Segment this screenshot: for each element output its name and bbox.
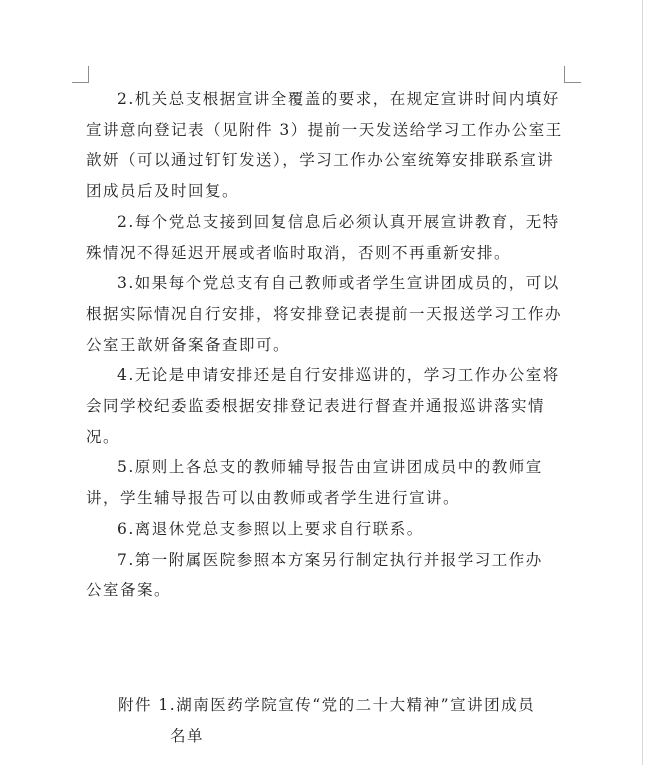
paragraph-5 [86, 452, 576, 513]
paragraph-1 [86, 84, 576, 207]
attachment-line-2: 名单 [170, 727, 205, 745]
text-line: 2.每个党总支接到回复信息后必须认真开展宣讲教育，无特 [117, 212, 560, 231]
paragraph-7 [86, 545, 576, 606]
text-line: 5.原则上各总支的教师辅导报告由宣讲团成员中的教师宣 [117, 458, 543, 477]
text-line: 况。 [86, 427, 121, 446]
attachment-title [118, 690, 558, 752]
text-line: 6.离退休党总支参照以上要求自行联系。 [117, 519, 424, 538]
text-line: 歆妍（可以通过钉钉发送），学习工作办公室统筹安排联系宣讲 [86, 151, 555, 170]
text-line: 公室王歆妍备案备查即可。 [86, 335, 291, 354]
paragraph-6 [86, 514, 576, 545]
text-line: 殊情况不得延迟开展或者临时取消，否则不再重新安排。 [86, 243, 512, 262]
text-line: 讲，学生辅导报告可以由教师或者学生进行宣讲。 [86, 489, 461, 508]
text-line: 4.无论是申请安排还是自行安排巡讲的，学习工作办公室将 [117, 366, 560, 385]
text-line: 团成员后及时回复。 [86, 182, 240, 201]
text-line: 根据实际情况自行安排，将安排登记表提前一天报送学习工作办 [86, 304, 563, 323]
paragraph-2 [86, 207, 576, 268]
page-edge [642, 0, 643, 765]
text-line: 7.第一附属医院参照本方案另行制定执行并报学习工作办 [117, 550, 543, 569]
attachment-line-1: 附件 1.湖南医药学院宣传“党的二十大精神”宣讲团成员 [118, 696, 536, 714]
text-line: 2.机关总支根据宣讲全覆盖的要求，在规定宣讲时间内填好 [117, 90, 560, 108]
document-body [86, 84, 576, 606]
text-line: 3.如果每个党总支有自己教师或者学生宣讲团成员的，可以 [117, 274, 560, 293]
paragraph-3 [86, 268, 576, 360]
margin-corner-top-left [72, 66, 89, 83]
text-line: 公室备案。 [86, 581, 172, 600]
margin-corner-top-right [564, 66, 581, 83]
paragraph-4 [86, 360, 576, 452]
text-line: 宣讲意向登记表（见附件 3）提前一天发送给学习工作办公室王 [86, 120, 563, 139]
text-line: 会同学校纪委监委根据安排登记表进行督查并通报巡讲落实情 [86, 397, 546, 416]
